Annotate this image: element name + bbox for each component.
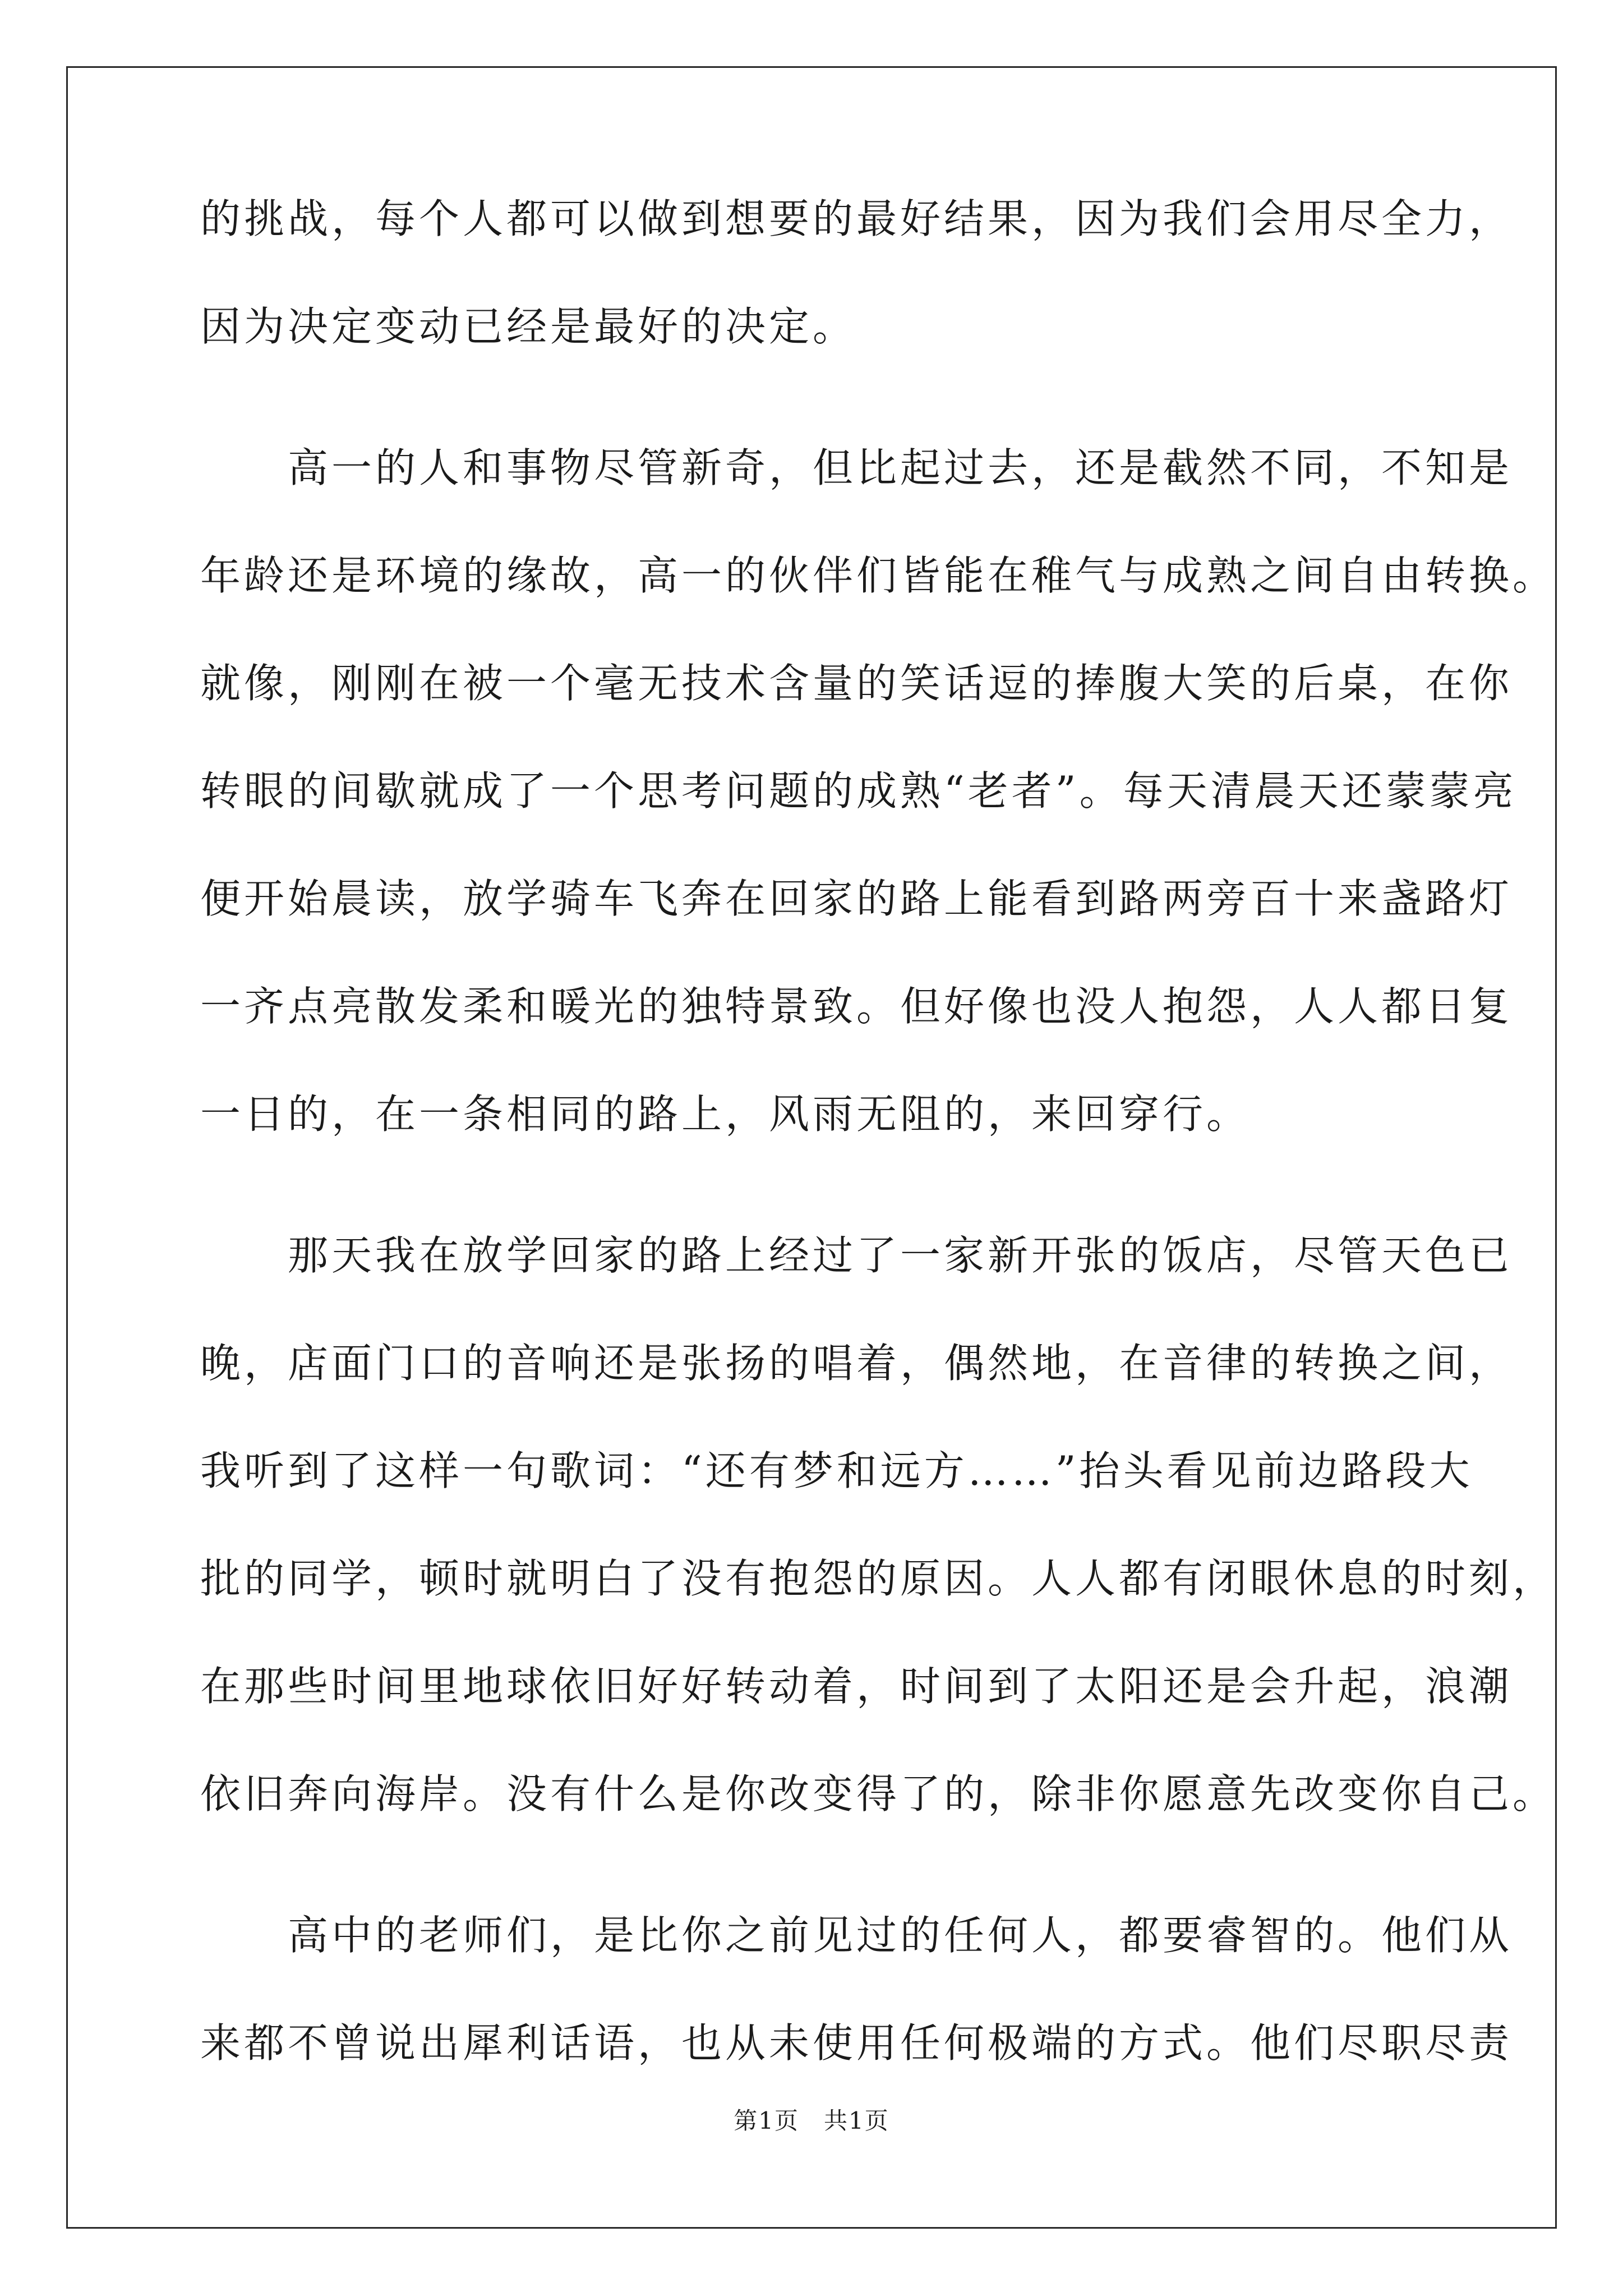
text-line: 我听到了这样一句歌词：“还有梦和远方……”抬头看见前边路段大	[200, 1447, 1473, 1494]
text-line: 转眼的间歇就成了一个思考问题的成熟“老者”。每天清晨天还蒙蒙亮	[200, 767, 1517, 815]
text-line: 便开始晨读，放学骑车飞奔在回家的路上能看到路两旁百十来盏路灯	[200, 875, 1513, 922]
text-line: 一齐点亮散发柔和暖光的独特景致。但好像也没人抱怨，人人都日复	[200, 983, 1513, 1030]
text-line: 依旧奔向海岸。没有什么是你改变得了的，除非你愿意先改变你自己。	[200, 1770, 1557, 1818]
text-line: 的挑战，每个人都可以做到想要的最好结果，因为我们会用尽全力，	[200, 195, 1513, 242]
text-line: 年龄还是环境的缘故，高一的伙伴们皆能在稚气与成熟之间自由转换。	[200, 552, 1557, 599]
text-line: 高中的老师们，是比你之前见过的任何人，都要睿智的。他们从	[200, 1912, 1513, 1959]
text-line: 高一的人和事物尽管新奇，但比起过去，还是截然不同，不知是	[200, 444, 1513, 491]
text-line: 因为决定变动已经是最好的决定。	[200, 303, 857, 350]
page-border	[66, 66, 1557, 2229]
text-line: 就像，刚刚在被一个毫无技术含量的笑话逗的捧腹大笑的后桌，在你	[200, 660, 1513, 707]
page-number-footer: 第1页 共1页	[734, 2107, 889, 2134]
text-line: 在那些时间里地球依旧好好转动着，时间到了太阳还是会升起，浪潮	[200, 1663, 1513, 1710]
text-line: 批的同学，顿时就明白了没有抱怨的原因。人人都有闭眼休息的时刻，	[200, 1555, 1557, 1602]
text-line: 来都不曾说出犀利话语，也从未使用任何极端的方式。他们尽职尽责	[200, 2019, 1513, 2067]
text-line: 那天我在放学回家的路上经过了一家新开张的饭店，尽管天色已	[200, 1232, 1513, 1279]
text-line: 晚，店面门口的音响还是张扬的唱着，偶然地，在音律的转换之间，	[200, 1340, 1513, 1387]
text-line: 一日的，在一条相同的路上，风雨无阻的，来回穿行。	[200, 1091, 1251, 1138]
